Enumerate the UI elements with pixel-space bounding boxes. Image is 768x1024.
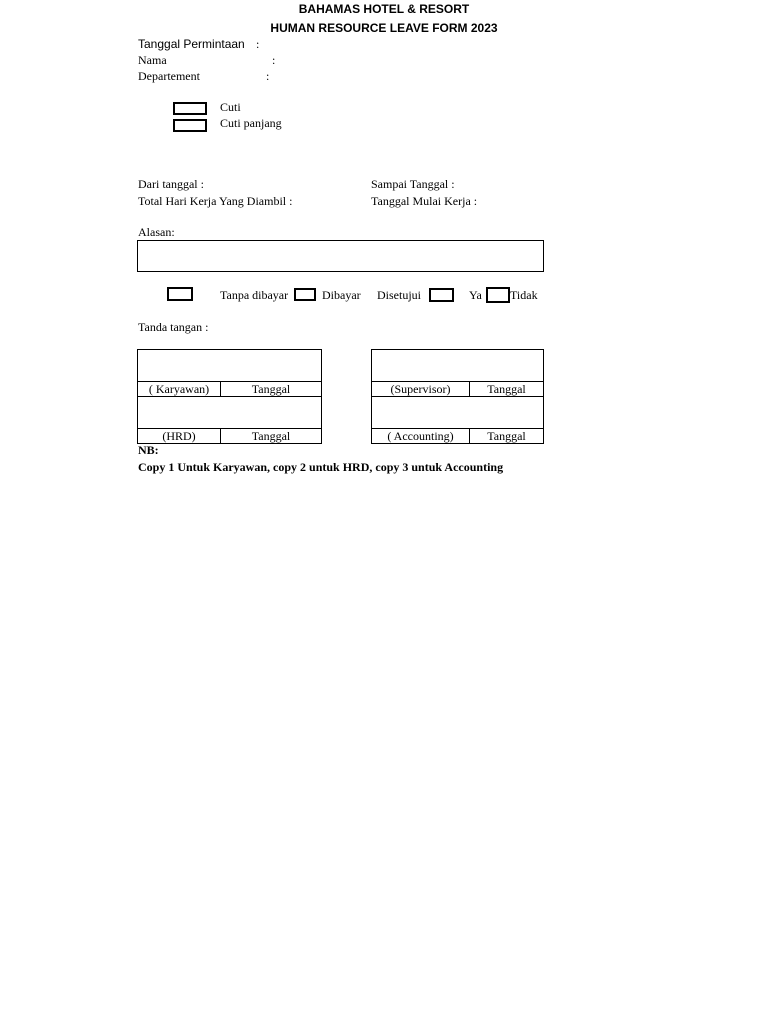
dari-tanggal-label: Dari tanggal : xyxy=(138,177,204,191)
departement-label: Departement xyxy=(138,69,200,83)
cuti-label: Cuti xyxy=(220,100,241,114)
supervisor-label: (Supervisor) xyxy=(390,382,451,396)
nb-label: NB: xyxy=(138,443,159,457)
hrd-tanggal-label: Tanggal xyxy=(251,429,291,443)
disetujui-ya-checkbox[interactable] xyxy=(429,288,454,302)
sampai-tanggal-label: Sampai Tanggal : xyxy=(371,177,455,191)
ya-label: Ya xyxy=(469,288,482,302)
tanpa-dibayar-checkbox[interactable] xyxy=(167,287,193,301)
tanda-tangan-label: Tanda tangan : xyxy=(138,320,209,334)
disetujui-label: Disetujui xyxy=(377,288,421,302)
alasan-label: Alasan: xyxy=(138,225,175,239)
alasan-input-box[interactable] xyxy=(137,240,544,272)
tidak-checkbox[interactable] xyxy=(486,287,510,303)
tanpa-dibayar-label: Tanpa dibayar xyxy=(220,288,289,302)
tanggal-mulai-kerja-label: Tanggal Mulai Kerja : xyxy=(371,194,478,208)
cuti-panjang-label: Cuti panjang xyxy=(220,116,282,130)
tanggal-permintaan-colon: : xyxy=(256,37,260,51)
karyawan-label: ( Karyawan) xyxy=(148,382,210,396)
hrd-signature-box[interactable] xyxy=(137,396,322,444)
accounting-tanggal-label: Tanggal xyxy=(487,429,526,443)
tidak-label: Tidak xyxy=(510,288,538,302)
total-hari-label: Total Hari Kerja Yang Diambil : xyxy=(138,194,293,208)
dibayar-label: Dibayar xyxy=(322,288,361,302)
supervisor-tanggal-label: Tanggal xyxy=(487,382,526,396)
dibayar-checkbox[interactable] xyxy=(294,288,316,301)
nama-colon: : xyxy=(272,53,276,67)
accounting-label: ( Accounting) xyxy=(387,429,454,443)
karyawan-tanggal-label: Tanggal xyxy=(251,382,291,396)
supervisor-signature-box[interactable] xyxy=(371,349,544,397)
departement-colon: : xyxy=(266,69,270,83)
form-title-line1: BAHAMAS HOTEL & RESORT xyxy=(298,2,470,16)
cuti-checkbox[interactable] xyxy=(173,102,207,115)
cuti-panjang-checkbox[interactable] xyxy=(173,119,207,132)
copy-note: Copy 1 Untuk Karyawan, copy 2 untuk HRD, copy 3 untuk Accounting xyxy=(138,460,504,474)
nama-label: Nama xyxy=(138,53,167,67)
tanggal-permintaan-label: Tanggal Permintaan xyxy=(138,37,245,51)
karyawan-signature-box[interactable] xyxy=(137,349,322,397)
hrd-label: (HRD) xyxy=(162,429,196,443)
accounting-signature-box[interactable] xyxy=(371,396,544,444)
form-title-line2: HUMAN RESOURCE LEAVE FORM 2023 xyxy=(270,21,498,35)
